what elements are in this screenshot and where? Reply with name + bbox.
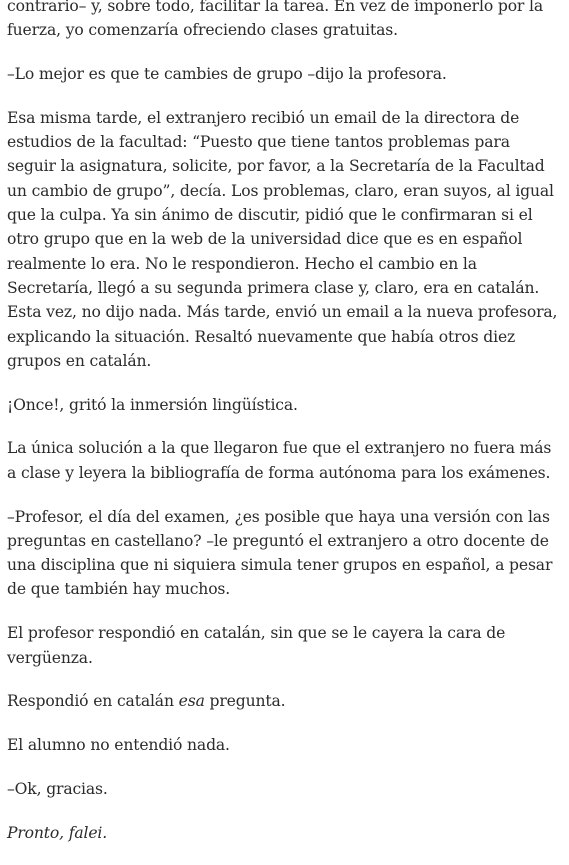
paragraph-text: Respondió en catalán — [7, 692, 179, 711]
paragraph-text: pregunta. — [204, 692, 286, 711]
paragraph: –Ok, gracias. — [7, 779, 108, 798]
emphasized-word: esa — [178, 692, 205, 711]
paragraph: El profesor respondió en catalán, sin que se le cayera la cara de vergüenza. — [7, 624, 506, 667]
paragraph — [7, 689, 562, 713]
paragraph: Esa misma tarde, el extranjero recibió un email de la directora de estudios de la facultad: “Puesto que tiene tantos problemas para seguir la asignatura, solicite, por favor, a la Secretaría de la Facultad un cambio de grupo”, decía. Los problemas, claro, eran suyos, al igual que la culpa. Ya sin ánimo de discutir, pidió que le confirmaran si el otro grupo que en la web de la universidad dice que es en español realmente lo era. No le respondieron. Hecho el cambio en la Secretaría, llegó a su segunda primera clase y, claro, era en catalán. Esta vez, no dijo nada. Más tarde, envió un email a la nueva profesora, explicando la situación. Resaltó nuevamente que había otros diez grupos en catalán. — [7, 108, 558, 370]
paragraph: –Lo mejor es que te cambies de grupo –dijo la profesora. — [7, 65, 447, 84]
paragraph: contrario– y, sobre todo, facilitar la tarea. En vez de imponerlo por la fuerza, yo comenzaría ofreciendo clases gratuitas. — [7, 0, 544, 40]
closing-line: Pronto, falei. — [7, 823, 108, 842]
paragraph: ¡Once!, gritó la inmersión lingüística. — [7, 395, 298, 414]
paragraph: El alumno no entendió nada. — [7, 736, 230, 755]
paragraph: La única solución a la que llegaron fue que el extranjero no fuera más a clase y leyera la bibliografía de forma autónoma para los exámenes. — [7, 439, 552, 482]
paragraph: –Profesor, el día del examen, ¿es posible que haya una versión con las preguntas en castellano? –le preguntó el extranjero a otro docente de una disciplina que ni siquiera simula tener grupos en español, a pesar de que también hay muchos. — [7, 507, 553, 599]
paragraph — [7, 821, 562, 845]
article-body — [7, 0, 562, 865]
